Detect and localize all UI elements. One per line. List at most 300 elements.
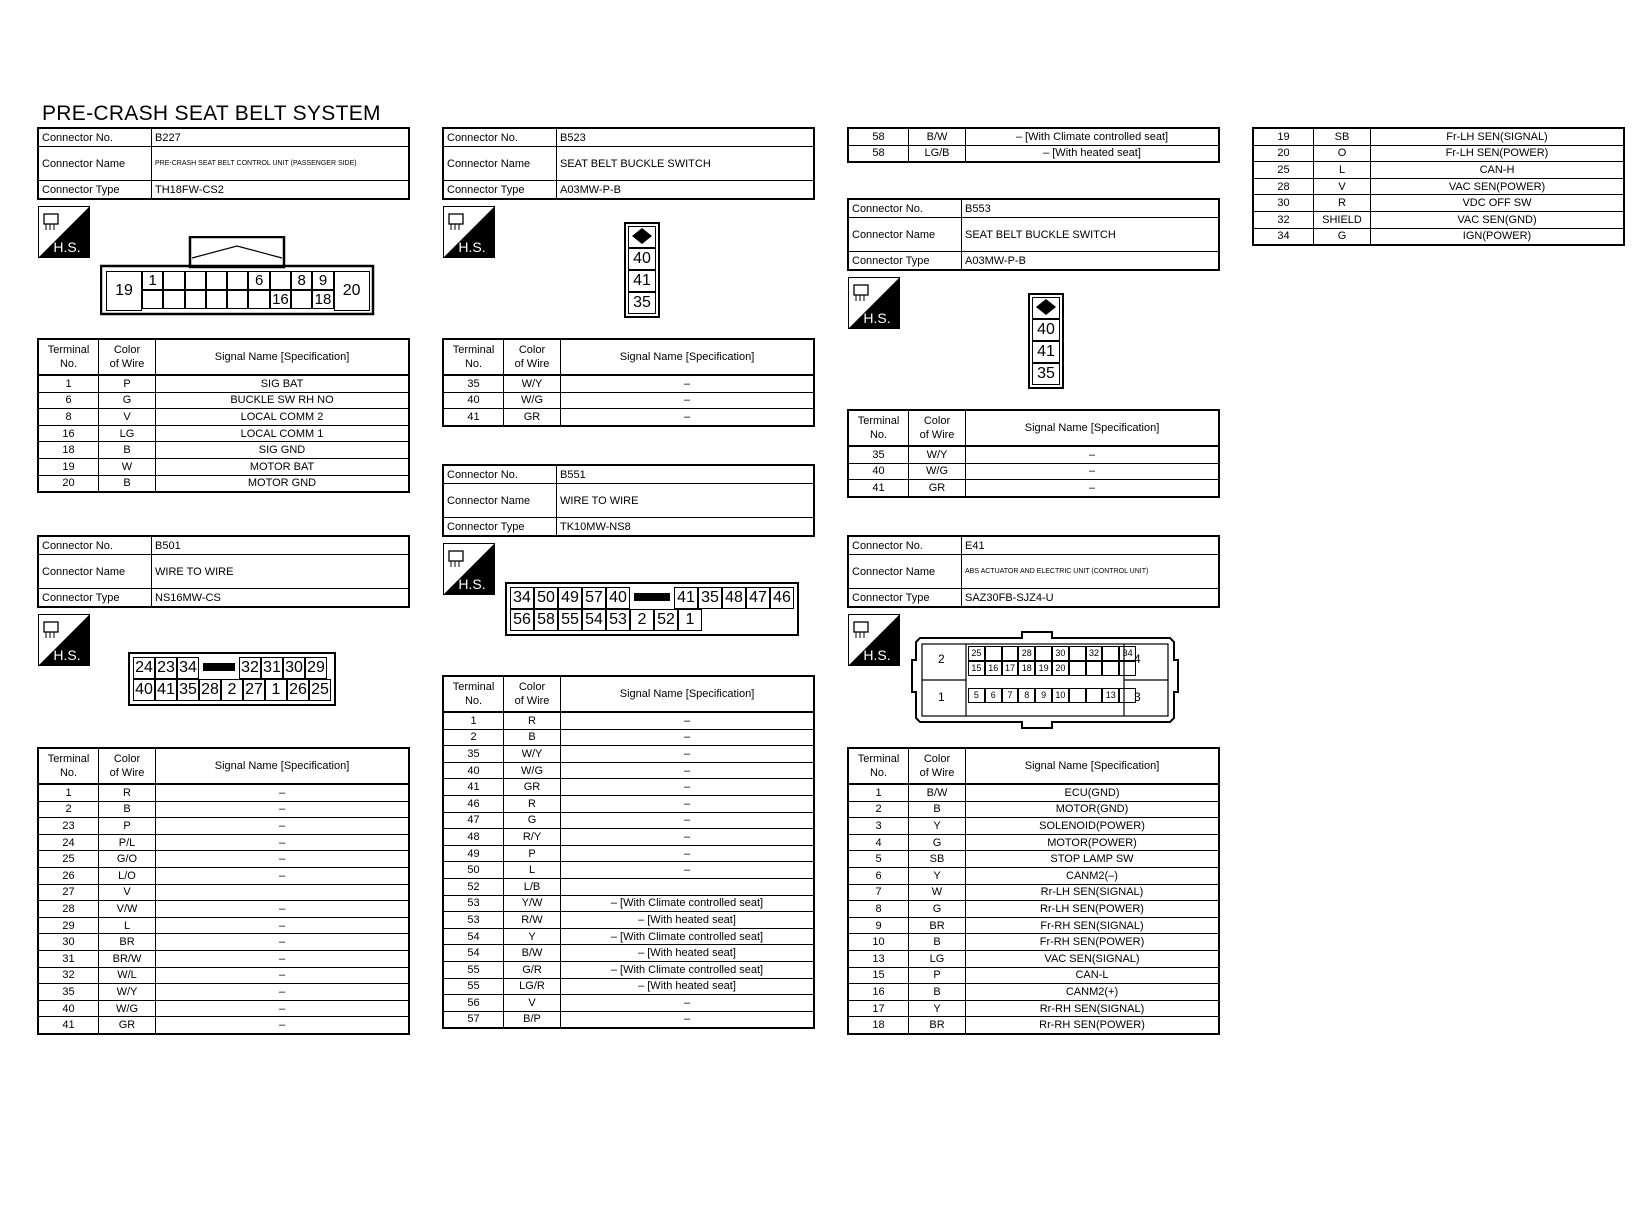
connector-b553-face: [1028, 293, 1064, 389]
terminal-no-cell: 13: [848, 950, 909, 967]
table-row: [848, 884, 1219, 901]
wire-color-cell: LG: [909, 950, 966, 967]
wire-color-cell: P: [99, 818, 156, 835]
connector-no-value: E41: [962, 536, 1220, 555]
pin: 17: [1002, 661, 1019, 676]
pin: [206, 271, 227, 290]
terminal-no-cell: 5: [848, 851, 909, 868]
connector-name-value: WIRE TO WIRE: [557, 484, 815, 518]
terminal-no-cell: 17: [848, 1000, 909, 1017]
pin: [1069, 688, 1086, 703]
pin: 29: [305, 657, 327, 679]
connector-b501-info: [37, 535, 410, 608]
pin: [1119, 688, 1136, 703]
table-row: [443, 746, 814, 763]
wire-color-cell: V: [1314, 178, 1371, 195]
pin: 16: [270, 290, 291, 309]
signal-name-cell: CAN-H: [1371, 162, 1625, 179]
column-header-signal: Signal Name [Specification]: [561, 339, 815, 375]
pin-label: 3: [1134, 690, 1141, 704]
table-row: [1253, 228, 1624, 245]
wire-color-cell: SB: [1314, 128, 1371, 145]
table-row: [848, 1000, 1219, 1017]
label-connector-type: Connector Type: [38, 181, 152, 200]
signal-name-cell: BUCKLE SW RH NO: [156, 392, 410, 409]
terminal-no-cell: 35: [38, 984, 99, 1001]
terminal-table-b227: [37, 338, 410, 493]
terminal-no-cell: 56: [443, 995, 504, 1012]
header-line: No.: [59, 767, 78, 779]
connector-no-value: B227: [152, 128, 410, 147]
terminal-table-b553: [847, 409, 1220, 498]
wire-color-cell: V/W: [99, 901, 156, 918]
terminal-no-cell: 41: [38, 1017, 99, 1034]
wire-color-cell: L: [1314, 162, 1371, 179]
header-line: Terminal: [47, 753, 90, 765]
column-header-terminal: [848, 748, 909, 784]
terminal-no-cell: 4: [848, 834, 909, 851]
label-connector-no: Connector No.: [848, 536, 962, 555]
signal-name-cell: –: [561, 392, 815, 409]
wire-color-cell: W: [909, 884, 966, 901]
label-connector-type: Connector Type: [38, 589, 152, 608]
signal-name-cell: – [With heated seat]: [561, 978, 815, 995]
terminal-no-cell: 54: [443, 928, 504, 945]
signal-name-cell: Rr-LH SEN(SIGNAL): [966, 884, 1220, 901]
terminal-table-b551-continued: [847, 127, 1220, 163]
pin: 40: [606, 587, 630, 609]
column-header-color: [99, 748, 156, 784]
signal-name-cell: IGN(POWER): [1371, 228, 1625, 245]
wire-color-cell: W/Y: [504, 375, 561, 392]
terminal-no-cell: 58: [848, 128, 909, 145]
wire-color-cell: G/O: [99, 851, 156, 868]
table-row: [848, 145, 1219, 162]
connector-type-value: TK10MW-NS8: [557, 518, 815, 537]
label-connector-name: Connector Name: [38, 555, 152, 589]
wire-color-cell: Y: [504, 928, 561, 945]
wire-color-cell: W: [99, 458, 156, 475]
pin-column: [163, 271, 184, 311]
label-connector-name: Connector Name: [848, 218, 962, 252]
signal-name-cell: ECU(GND): [966, 784, 1220, 801]
terminal-no-cell: 19: [38, 458, 99, 475]
header-line: No.: [59, 358, 78, 370]
terminal-no-cell: 58: [848, 145, 909, 162]
table-header-row: [443, 676, 814, 712]
pin: 40: [628, 248, 656, 270]
wire-color-cell: W/G: [504, 392, 561, 409]
pin-row: [133, 679, 331, 701]
signal-name-cell: SIG GND: [156, 442, 410, 459]
pin: 13: [1102, 688, 1119, 703]
signal-name-cell: Fr-RH SEN(POWER): [966, 934, 1220, 951]
hs-badge-icon: [848, 614, 900, 666]
pin: [1086, 661, 1103, 676]
signal-name-cell: MOTOR(POWER): [966, 834, 1220, 851]
terminal-no-cell: 32: [1253, 211, 1314, 228]
table-row: [848, 128, 1219, 145]
wire-color-cell: W/Y: [99, 984, 156, 1001]
wire-color-cell: V: [504, 995, 561, 1012]
pin: 41: [155, 679, 177, 701]
signal-name-cell: –: [966, 463, 1220, 480]
signal-name-cell: –: [156, 867, 410, 884]
table-row: [848, 480, 1219, 497]
pin: 34: [1119, 646, 1136, 661]
pin: 2: [630, 609, 654, 631]
wire-color-cell: B: [99, 801, 156, 818]
pin: [985, 646, 1002, 661]
signal-name-cell: MOTOR(GND): [966, 801, 1220, 818]
signal-name-cell: –: [156, 1017, 410, 1034]
table-row: [443, 779, 814, 796]
signal-name-cell: VAC SEN(POWER): [1371, 178, 1625, 195]
header-line: Terminal: [857, 753, 900, 765]
table-row: [38, 851, 409, 868]
signal-name-cell: –: [156, 818, 410, 835]
signal-name-cell: –: [561, 762, 815, 779]
pin: [270, 271, 291, 290]
pin-column: [142, 271, 163, 311]
pin-grid: [968, 646, 1136, 703]
pin: 32: [1086, 646, 1103, 661]
wire-color-cell: B: [99, 442, 156, 459]
pin: 28: [1018, 646, 1035, 661]
keyway-bar: [199, 657, 239, 677]
pin: [163, 290, 184, 309]
pin: 2: [221, 679, 243, 701]
pin: [1069, 661, 1086, 676]
signal-name-cell: –: [156, 834, 410, 851]
wire-color-cell: GR: [504, 779, 561, 796]
column-header-terminal: [443, 339, 504, 375]
pin: 7: [1002, 688, 1019, 703]
signal-name-cell: VAC SEN(GND): [1371, 211, 1625, 228]
table-row: [38, 834, 409, 851]
connector-b227-face: [100, 236, 375, 321]
wire-color-cell: Y: [909, 818, 966, 835]
terminal-table-e41: [847, 747, 1220, 1035]
table-row: [38, 1000, 409, 1017]
table-row: [848, 463, 1219, 480]
wire-color-cell: G: [99, 392, 156, 409]
signal-name-cell: LOCAL COMM 2: [156, 409, 410, 426]
terminal-table-b551: [442, 675, 815, 1029]
pin-row: [510, 609, 794, 631]
pin: [227, 290, 248, 309]
label-connector-type: Connector Type: [443, 518, 557, 537]
table-row: [38, 425, 409, 442]
pin: 35: [177, 679, 199, 701]
header-line: Color: [518, 681, 546, 693]
signal-name-cell: –: [561, 375, 815, 392]
table-header-row: [443, 339, 814, 375]
terminal-no-cell: 41: [848, 480, 909, 497]
pin: 28: [199, 679, 221, 701]
hs-badge-text: H.S.: [458, 576, 486, 592]
terminal-no-cell: 41: [443, 409, 504, 426]
terminal-no-cell: 47: [443, 812, 504, 829]
table-row: [848, 984, 1219, 1001]
wire-color-cell: BR: [909, 1017, 966, 1034]
signal-name-cell: –: [156, 934, 410, 951]
pin: 18: [312, 290, 333, 309]
hs-badge-text: H.S.: [863, 310, 891, 326]
table-row: [38, 784, 409, 801]
table-row: [443, 392, 814, 409]
table-row: [38, 442, 409, 459]
terminal-no-cell: 53: [443, 895, 504, 912]
terminal-no-cell: 55: [443, 978, 504, 995]
pin: [1002, 646, 1019, 661]
wire-color-cell: R: [1314, 195, 1371, 212]
wire-color-cell: B/W: [909, 128, 966, 145]
pin: 46: [770, 587, 794, 609]
pin: 26: [287, 679, 309, 701]
table-row: [848, 834, 1219, 851]
table-row: [443, 829, 814, 846]
pin: [142, 290, 163, 309]
table-row: [443, 895, 814, 912]
signal-name-cell: SOLENOID(POWER): [966, 818, 1220, 835]
connector-type-value: A03MW-P-B: [557, 181, 815, 200]
wire-color-cell: W/G: [99, 1000, 156, 1017]
pin: 9: [312, 271, 333, 290]
label-connector-name: Connector Name: [443, 484, 557, 518]
signal-name-cell: –: [966, 480, 1220, 497]
pin: 41: [628, 270, 656, 292]
column-header-terminal: [848, 410, 909, 446]
table-row: [38, 458, 409, 475]
wire-color-cell: R: [504, 712, 561, 729]
table-header-row: [848, 748, 1219, 784]
header-line: Terminal: [47, 344, 90, 356]
table-row: [848, 446, 1219, 463]
pin: 6: [248, 271, 269, 290]
connector-name-value: WIRE TO WIRE: [152, 555, 410, 589]
label-connector-no: Connector No.: [443, 465, 557, 484]
table-row: [38, 884, 409, 901]
terminal-no-cell: 48: [443, 829, 504, 846]
signal-name-cell: –: [561, 845, 815, 862]
header-line: Color: [923, 753, 951, 765]
signal-name-cell: MOTOR BAT: [156, 458, 410, 475]
pin: 50: [534, 587, 558, 609]
pin: 55: [558, 609, 582, 631]
hs-badge-icon: [38, 206, 90, 258]
pin: [1035, 646, 1052, 661]
terminal-no-cell: 35: [443, 375, 504, 392]
label-connector-no: Connector No.: [38, 536, 152, 555]
table-row: [1253, 195, 1624, 212]
terminal-no-cell: 40: [38, 1000, 99, 1017]
table-row: [848, 917, 1219, 934]
connector-type-value: NS16MW-CS: [152, 589, 410, 608]
column-header-color: [909, 748, 966, 784]
header-line: of Wire: [514, 695, 550, 707]
pin: 20: [334, 271, 370, 311]
signal-name-cell: –: [156, 851, 410, 868]
pin: 5: [968, 688, 985, 703]
wire-color-cell: R: [99, 784, 156, 801]
wire-color-cell: GR: [909, 480, 966, 497]
connector-type-value: A03MW-P-B: [962, 252, 1220, 271]
wire-color-cell: SB: [909, 851, 966, 868]
key-diamond-icon: [1032, 297, 1060, 319]
pin-label: 2: [938, 652, 945, 666]
header-line: of Wire: [514, 358, 550, 370]
header-line: of Wire: [919, 767, 955, 779]
pin: 1: [142, 271, 163, 290]
column-header-terminal: [38, 748, 99, 784]
pin-column: [206, 271, 227, 311]
keyway-bar: [630, 587, 674, 607]
terminal-no-cell: 18: [848, 1017, 909, 1034]
signal-name-cell: LOCAL COMM 1: [156, 425, 410, 442]
signal-name-cell: –: [561, 862, 815, 879]
terminal-no-cell: 1: [38, 375, 99, 392]
pin-label: 1: [938, 690, 945, 704]
label-connector-no: Connector No.: [848, 199, 962, 218]
header-line: Terminal: [857, 415, 900, 427]
signal-name-cell: CAN-L: [966, 967, 1220, 984]
wire-color-cell: P: [504, 845, 561, 862]
wire-color-cell: B/P: [504, 1011, 561, 1028]
pin: 19: [106, 271, 142, 311]
terminal-no-cell: 2: [443, 729, 504, 746]
pin: 52: [654, 609, 678, 631]
wire-color-cell: B/W: [504, 945, 561, 962]
signal-name-cell: Rr-RH SEN(SIGNAL): [966, 1000, 1220, 1017]
wire-color-cell: W/G: [909, 463, 966, 480]
signal-name-cell: – [With Climate controlled seat]: [561, 961, 815, 978]
table-row: [38, 967, 409, 984]
pin: [248, 290, 269, 309]
table-row: [38, 818, 409, 835]
connector-no-value: B551: [557, 465, 815, 484]
table-row: [1253, 128, 1624, 145]
terminal-no-cell: 41: [443, 779, 504, 796]
signal-name-cell: VAC SEN(SIGNAL): [966, 950, 1220, 967]
pin: 35: [698, 587, 722, 609]
terminal-no-cell: 9: [848, 917, 909, 934]
wire-color-cell: LG: [99, 425, 156, 442]
terminal-no-cell: 28: [38, 901, 99, 918]
signal-name-cell: [561, 878, 815, 895]
hs-badge-icon: [38, 614, 90, 666]
header-line: Terminal: [452, 344, 495, 356]
terminal-no-cell: 1: [443, 712, 504, 729]
signal-name-cell: – [With Climate controlled seat]: [561, 928, 815, 945]
pin-row: [968, 688, 1136, 703]
terminal-no-cell: 18: [38, 442, 99, 459]
wire-color-cell: GR: [99, 1017, 156, 1034]
hs-badge-icon: [443, 543, 495, 595]
terminal-no-cell: 55: [443, 961, 504, 978]
pin: [163, 271, 184, 290]
pin: [1069, 646, 1086, 661]
pin-row: [968, 661, 1136, 676]
pin: [185, 290, 206, 309]
terminal-no-cell: 3: [848, 818, 909, 835]
pin-column: [270, 271, 291, 311]
pin: 30: [1052, 646, 1069, 661]
pin: 16: [985, 661, 1002, 676]
table-row: [38, 1017, 409, 1034]
signal-name-cell: – [With heated seat]: [561, 945, 815, 962]
table-row: [1253, 145, 1624, 162]
signal-name-cell: –: [156, 784, 410, 801]
pin: 53: [606, 609, 630, 631]
wire-color-cell: BR: [99, 934, 156, 951]
hs-badge-text: H.S.: [458, 239, 486, 255]
terminal-no-cell: 30: [1253, 195, 1314, 212]
label-connector-no: Connector No.: [443, 128, 557, 147]
connector-name-value: ABS ACTUATOR AND ELECTRIC UNIT (CONTROL UNIT): [962, 555, 1220, 589]
wire-color-cell: B: [909, 934, 966, 951]
terminal-no-cell: 30: [38, 934, 99, 951]
label-connector-type: Connector Type: [848, 589, 962, 608]
pin: 8: [291, 271, 312, 290]
terminal-no-cell: 8: [848, 901, 909, 918]
pin: 35: [628, 292, 656, 314]
signal-name-cell: –: [561, 779, 815, 796]
wire-color-cell: G/R: [504, 961, 561, 978]
column-header-signal: Signal Name [Specification]: [156, 339, 410, 375]
pin: 6: [985, 688, 1002, 703]
table-row: [443, 945, 814, 962]
terminal-no-cell: 15: [848, 967, 909, 984]
table-row: [443, 845, 814, 862]
pin-column: [106, 271, 142, 311]
terminal-no-cell: 7: [848, 884, 909, 901]
wire-color-cell: V: [99, 884, 156, 901]
table-row: [848, 950, 1219, 967]
header-line: Color: [113, 344, 141, 356]
wire-color-cell: Y: [909, 1000, 966, 1017]
wire-color-cell: B/W: [909, 784, 966, 801]
column-header-color: [99, 339, 156, 375]
pin: 35: [1032, 363, 1060, 385]
signal-name-cell: –: [561, 812, 815, 829]
pin: 24: [133, 657, 155, 679]
connector-b501-face: [128, 652, 336, 706]
pin: [185, 271, 206, 290]
table-row: [38, 934, 409, 951]
table-row: [443, 978, 814, 995]
wire-color-cell: B: [99, 475, 156, 492]
signal-name-cell: CANM2(+): [966, 984, 1220, 1001]
signal-name-cell: MOTOR GND: [156, 475, 410, 492]
signal-name-cell: Fr-LH SEN(SIGNAL): [1371, 128, 1625, 145]
pin: 31: [261, 657, 283, 679]
table-row: [38, 984, 409, 1001]
table-row: [848, 934, 1219, 951]
table-row: [443, 878, 814, 895]
connector-name-value: SEAT BELT BUCKLE SWITCH: [557, 147, 815, 181]
label-connector-type: Connector Type: [443, 181, 557, 200]
wire-color-cell: SHIELD: [1314, 211, 1371, 228]
terminal-no-cell: 1: [848, 784, 909, 801]
signal-name-cell: –: [156, 950, 410, 967]
wire-color-cell: P: [99, 375, 156, 392]
label-connector-no: Connector No.: [38, 128, 152, 147]
table-row: [443, 375, 814, 392]
signal-name-cell: –: [156, 1000, 410, 1017]
signal-name-cell: – [With Climate controlled seat]: [966, 128, 1220, 145]
connector-type-value: TH18FW-CS2: [152, 181, 410, 200]
